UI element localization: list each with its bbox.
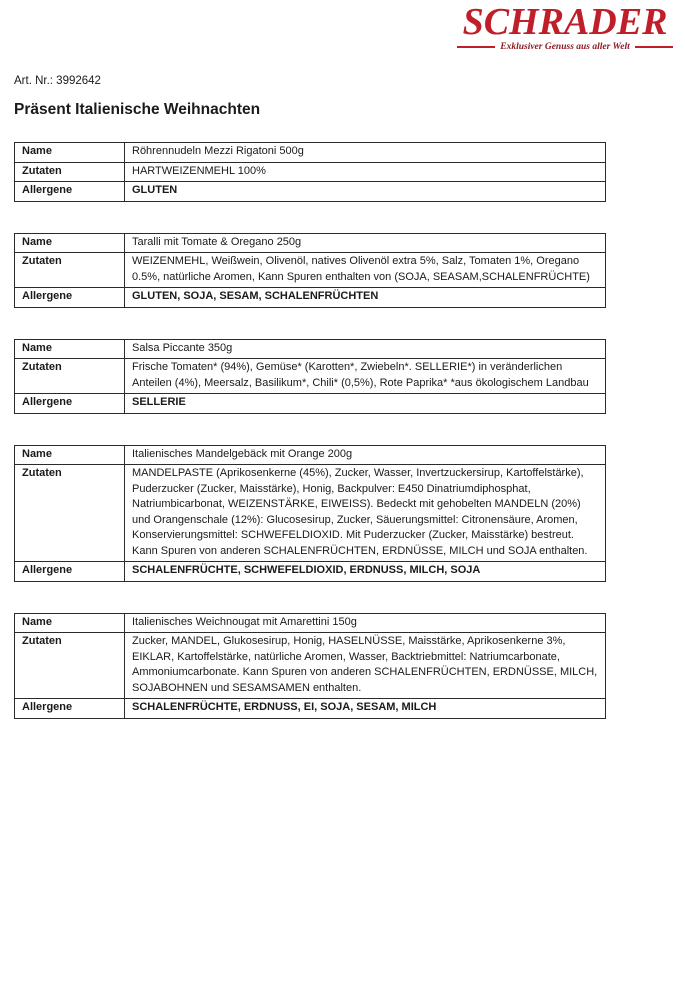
- brand-logo-text: SCHRADER: [462, 1, 668, 43]
- brand-logo: [457, 2, 673, 52]
- row-label-name: Name: [15, 143, 125, 163]
- product-ingredients: Frische Tomaten* (94%), Gemüse* (Karotten*, Zwiebeln*. SELLERIE*) in veränderlichen Anteilen (4%), Meersalz, Basilikum*, Chili* (0,5%), Rote Paprika* *aus ökologischem Landbau: [125, 359, 606, 394]
- product-allergens: SCHALENFRÜCHTE, SCHWEFELDIOXID, ERDNUSS, MILCH, SOJA: [125, 562, 606, 582]
- table-row-name: [15, 339, 606, 359]
- product-ingredients: WEIZENMEHL, Weißwein, Olivenöl, natives Olivenöl extra 5%, Salz, Tomaten 1%, Oregano 0.5%, natürliche Aromen, Kann Spuren enthalten von (SOJA, SEASAM,SCHALENFRÜCHTE): [125, 253, 606, 288]
- product-name: Italienisches Mandelgebäck mit Orange 200g: [125, 445, 606, 465]
- product-allergens: SELLERIE: [125, 394, 606, 414]
- product-name: Röhrennudeln Mezzi Rigatoni 500g: [125, 143, 606, 163]
- tagline-rule-left: [457, 46, 495, 48]
- row-label-allergens: Allergene: [15, 699, 125, 719]
- table-row-ingredients: [15, 633, 606, 699]
- row-label-ingredients: Zutaten: [15, 253, 125, 288]
- product-ingredients: HARTWEIZENMEHL 100%: [125, 162, 606, 182]
- table-row-ingredients: [15, 162, 606, 182]
- row-label-name: Name: [15, 445, 125, 465]
- brand-tagline-row: [457, 42, 673, 52]
- row-label-allergens: Allergene: [15, 562, 125, 582]
- table-row-allergens: [15, 288, 606, 308]
- product-table-3: [14, 339, 606, 414]
- product-ingredients: MANDELPASTE (Aprikosenkerne (45%), Zucker, Wasser, Invertzuckersirup, Kartoffelstärke), Puderzucker (Zucker, Maisstärke), Honig, Backpulver: E450 Dinatriumdiphosphat, Natriumbicarbonat, WEIZENSTÄRKE, EIWEISS). Bedeckt mit gehobelten MANDELN (20%) und Orangenschale (12%): Glucosesirup, Zucker, Säuerungsmittel: Citronensäure, Aromen, Konservierungsmittel: SCHWEFELDIOXID. Mit Puderzucker (Zucker, Maisstärke) bestreut. Kann Spuren von anderen SCHALENFRÜCHTEN, ERDNÜSSE, MILCH und SOJA enthalten.: [125, 465, 606, 562]
- product-name: Taralli mit Tomate & Oregano 250g: [125, 233, 606, 253]
- row-label-allergens: Allergene: [15, 182, 125, 202]
- table-row-allergens: [15, 394, 606, 414]
- product-ingredients: Zucker, MANDEL, Glukosesirup, Honig, HASELNÜSSE, Maisstärke, Aprikosenkerne 3%, EIKLAR, Kartoffelstärke, natürliche Aromen, Wasser, Backtriebmittel: Natriumcarbonate, Ammoniumcarbonate. Kann Spuren von anderen SCHALENFRÜCHTEN, ERDNÜSSE, MILCH, SOJABOHNEN und SESAMSAMEN enthalten.: [125, 633, 606, 699]
- product-table-2: [14, 233, 606, 308]
- row-label-ingredients: Zutaten: [15, 162, 125, 182]
- table-row-name: [15, 445, 606, 465]
- article-number: Art. Nr.: 3992642: [14, 75, 101, 87]
- row-label-allergens: Allergene: [15, 288, 125, 308]
- row-label-ingredients: Zutaten: [15, 633, 125, 699]
- table-row-ingredients: [15, 359, 606, 394]
- table-row-name: [15, 143, 606, 163]
- row-label-allergens: Allergene: [15, 394, 125, 414]
- product-table-5: [14, 613, 606, 719]
- table-row-allergens: [15, 562, 606, 582]
- row-label-ingredients: Zutaten: [15, 465, 125, 562]
- product-name: Salsa Piccante 350g: [125, 339, 606, 359]
- product-allergens: GLUTEN: [125, 182, 606, 202]
- page-title: Präsent Italienische Weihnachten: [14, 101, 261, 118]
- product-table-4: [14, 445, 606, 582]
- product-allergens: SCHALENFRÜCHTE, ERDNUSS, EI, SOJA, SESAM, MILCH: [125, 699, 606, 719]
- table-row-ingredients: [15, 465, 606, 562]
- table-row-allergens: [15, 699, 606, 719]
- row-label-name: Name: [15, 233, 125, 253]
- brand-tagline: Exklusiver Genuss aus aller Welt: [500, 42, 630, 52]
- product-allergens: GLUTEN, SOJA, SESAM, SCHALENFRÜCHTEN: [125, 288, 606, 308]
- row-label-ingredients: Zutaten: [15, 359, 125, 394]
- table-row-name: [15, 613, 606, 633]
- row-label-name: Name: [15, 613, 125, 633]
- table-row-ingredients: [15, 253, 606, 288]
- product-name: Italienisches Weichnougat mit Amarettini 150g: [125, 613, 606, 633]
- table-row-name: [15, 233, 606, 253]
- table-row-allergens: [15, 182, 606, 202]
- tagline-rule-right: [635, 46, 673, 48]
- product-table-1: [14, 142, 606, 202]
- row-label-name: Name: [15, 339, 125, 359]
